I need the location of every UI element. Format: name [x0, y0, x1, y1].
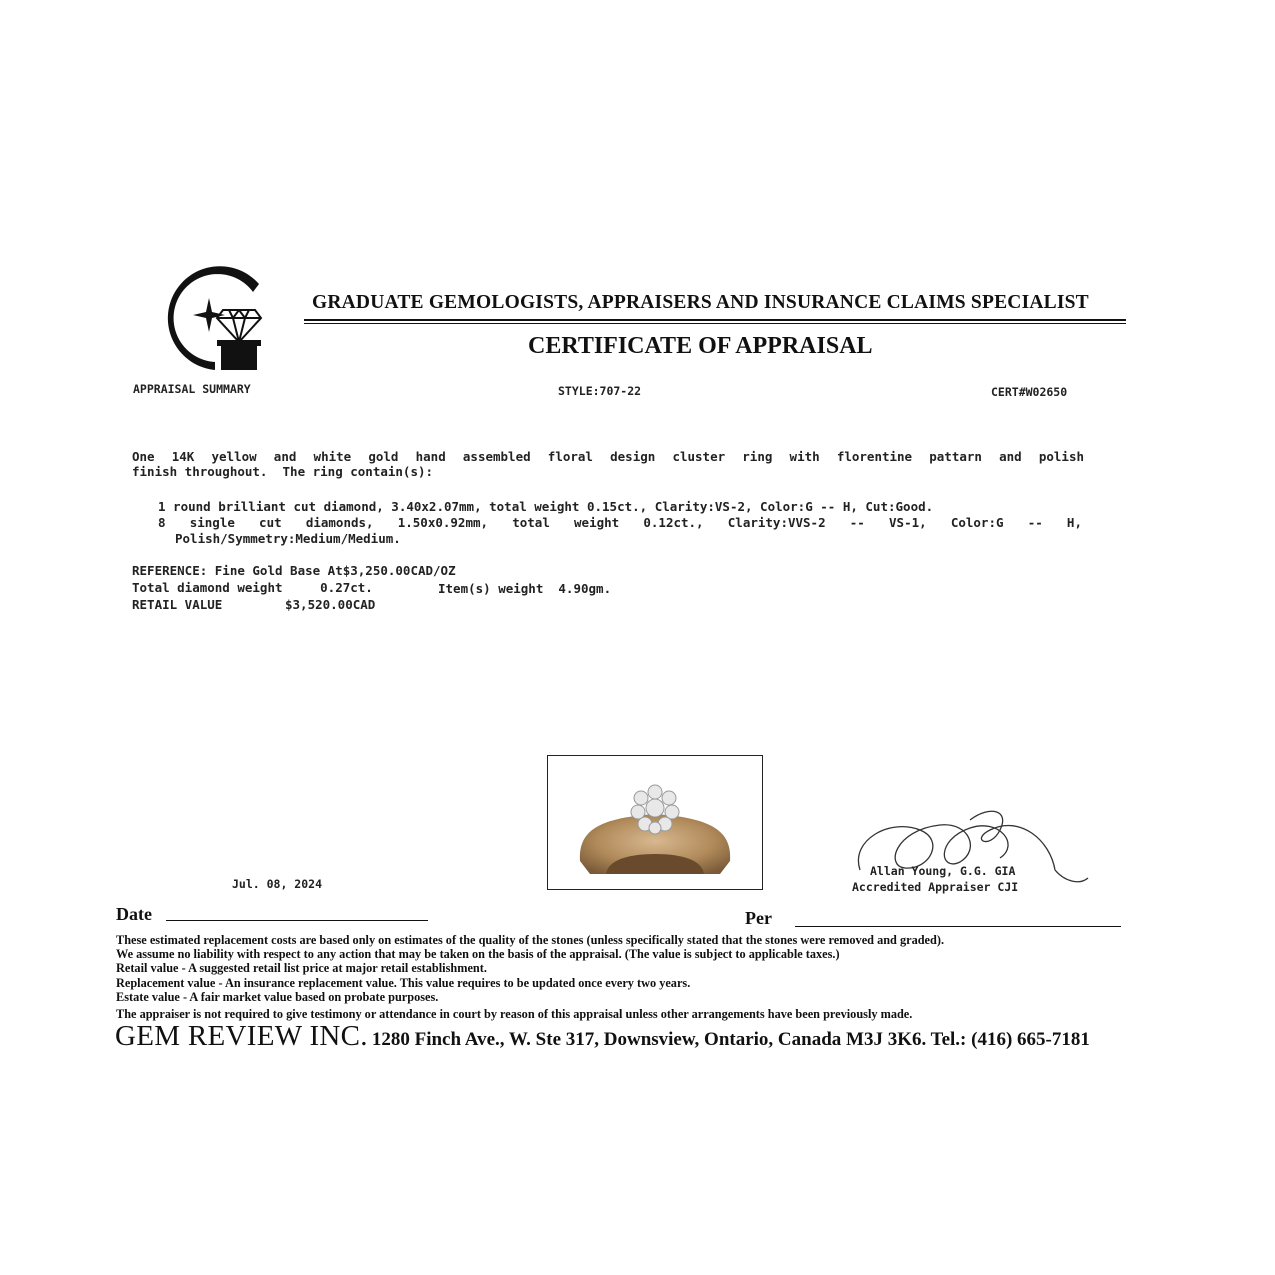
disclaimer-line: Estate value - A fair market value based on probate purposes.	[116, 990, 439, 1004]
appraiser-title: Accredited Appraiser CJI	[852, 880, 1019, 894]
appraisal-date: Jul. 08, 2024	[232, 877, 323, 891]
disclaimer-line: These estimated replacement costs are based only on estimates of the quality of the stones (unless specifically stated that the stones were removed and graded).	[116, 933, 945, 947]
header-rule-thin	[304, 323, 1126, 324]
retail-value-label: RETAIL VALUE	[132, 597, 223, 612]
date-label: Date	[116, 904, 152, 924]
item-weight: Item(s) weight 4.90gm.	[438, 581, 612, 596]
description-line-2: finish throughout. The ring contain(s):	[132, 464, 434, 479]
certificate-number: CERT#W02650	[991, 385, 1068, 399]
footer-address: 1280 Finch Ave., W. Ste 317, Downsview, Ontario, Canada M3J 3K6. Tel.: (416) 665-7181	[371, 1029, 1090, 1050]
reference-gold-base: REFERENCE: Fine Gold Base At$3,250.00CAD/OZ	[132, 563, 456, 578]
ring-photo-icon	[548, 756, 762, 889]
stone-line-2: 8 single cut diamonds, 1.50x0.92mm, total weight 0.12ct., Clarity:VVS-2 -- VS-1, Color:G -- H,	[158, 515, 1082, 530]
appraisal-summary-label: APPRAISAL SUMMARY	[133, 382, 251, 396]
per-signature-line	[795, 926, 1121, 927]
certificate-title: CERTIFICATE OF APPRAISAL	[528, 333, 873, 359]
stone-line-3: Polish/Symmetry:Medium/Medium.	[175, 531, 401, 546]
appraiser-name: Allan Young, G.G. GIA	[870, 864, 1016, 878]
style-number: STYLE:707-22	[558, 384, 642, 398]
stone-line-1: 1 round brilliant cut diamond, 3.40x2.07mm, total weight 0.15ct., Clarity:VS-2, Color:G -- H, Cut:Good.	[158, 499, 934, 514]
disclaimer-line: The appraiser is not required to give testimony or attendance in court by reason of this appraisal unless other arrangements have been previously made.	[116, 1007, 913, 1021]
footer	[115, 1020, 1090, 1053]
total-diamond-weight: Total diamond weight 0.27ct.	[132, 580, 373, 595]
disclaimer-line: Retail value - A suggested retail list price at major retail establishment.	[116, 961, 487, 975]
description-line-1: One 14K yellow and white gold hand assembled floral design cluster ring with florentine pattarn and polish	[132, 449, 1084, 464]
disclaimer-line: Replacement value - An insurance replacement value. This value requires to be updated once every two years.	[116, 976, 691, 990]
header-rule	[304, 319, 1126, 321]
ring-photo	[547, 755, 763, 890]
date-signature-line	[166, 920, 428, 921]
footer-company-name: GEM REVIEW INC.	[115, 1020, 368, 1052]
per-label: Per	[745, 908, 772, 928]
header-specialist: GRADUATE GEMOLOGISTS, APPRAISERS AND INSURANCE CLAIMS SPECIALIST	[312, 292, 1089, 313]
company-logo-icon	[155, 262, 275, 374]
retail-value-amount: $3,520.00CAD	[285, 597, 376, 612]
disclaimer-line: We assume no liability with respect to any action that may be taken on the basis of the appraisal. (The value is subject to applicable taxes.)	[116, 947, 840, 961]
